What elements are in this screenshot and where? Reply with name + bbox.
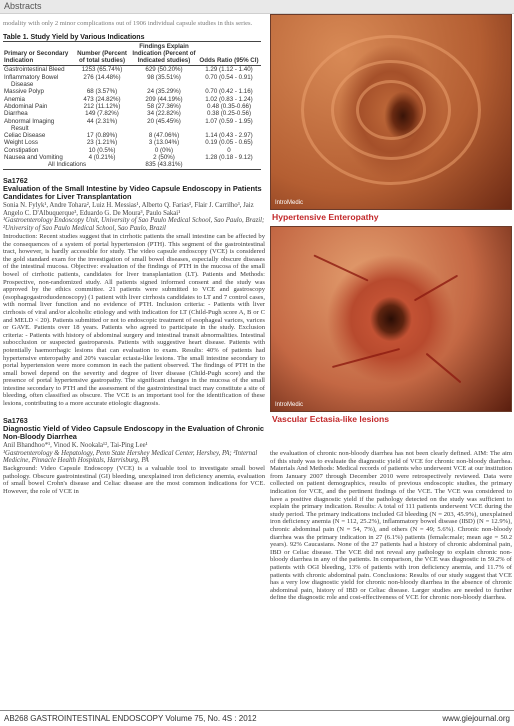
row-findings: 58 (27.36%)	[147, 102, 181, 110]
row-findings: 0 (0%)	[154, 146, 174, 154]
col-header-indication: Primary or Secondary Indication	[3, 41, 73, 66]
row-odds: 1.02 (0.83 - 1.24)	[205, 95, 253, 103]
page-header	[0, 0, 514, 14]
abstract2-id: Sa1763	[3, 415, 28, 425]
table-row	[3, 96, 261, 103]
table-row	[3, 139, 261, 146]
abstract1-id: Sa1762	[3, 175, 28, 185]
abstract2-affiliation: ¹Gastroenterology & Hepatology, Penn State Hershey Medical Center, Hershey, PA; ²Internal Medicine, Pinnacle Health Hospitals, Harrisburg, PA	[3, 449, 258, 465]
row-number	[73, 81, 131, 88]
row-number: 276 (14.48%)	[83, 73, 121, 81]
abstract1-affiliation: ¹Gastroenterology Endoscopy Unit, University of Sao Paulo Medical School, Sao Paulo, Brazil; ²University of Sao Paulo Medical School, Sao Paulo, Brazil	[3, 217, 265, 233]
table-row	[3, 125, 261, 132]
table-row	[3, 103, 261, 110]
table-total-row	[3, 161, 261, 169]
row-label: Disease	[11, 81, 34, 89]
total-empty	[197, 161, 261, 169]
table-body	[3, 66, 261, 169]
row-findings: 20 (45.45%)	[147, 117, 181, 125]
row-number: 212 (11.12%)	[83, 102, 121, 110]
row-label: Inflammatory Bowel	[4, 73, 59, 81]
abstract2-authors: Anil Bhandhoo*¹, Vinod K. Nookala¹², Tai-Ping Lee¹	[3, 441, 148, 449]
section-label: Abstracts	[4, 1, 42, 11]
row-odds: 1.07 (0.59 - 1.95)	[205, 117, 253, 125]
hypertensive-enteropathy-image	[270, 14, 512, 210]
row-findings	[131, 125, 197, 132]
vascular-ectasia-image	[270, 226, 512, 412]
row-label: Celiac Disease	[4, 132, 46, 140]
row-label: Gastrointestinal Bleed	[4, 66, 65, 74]
row-findings: 2 (50%)	[153, 154, 175, 162]
image1-caption: Hypertensive Enteropathy	[272, 212, 379, 222]
abstract2-body-continued: the evaluation of chronic non-bloody diarrhea has not been clearly defined. AIM: The aim of this study was to evaluate the diagnostic yield of VCE for chronic non-bloody diarrhea. Materials And Methods: Medical records of patients who underwent VCE at our institution from January 2007 through December 2010 were retrospectively reviewed. Data were collected on patient demographics, results of previous endoscopic studies, the primary indication for VCE, and the pertinent findings of the VCE. The VCE was considered to have a positive diagnostic yield if the pathology detected on the study was sufficient to explain the primary indication. Results: A total of 111 patients underwent VCE during the study period. The primary indications included GI bleeding (N = 203, 45.9%), unexplained iron deficiency anemia (N = 112, 25.2%), inflammatory bowel disease (IBD) (N = 12.9%), chronic abdominal pain (N = 54, 7%), and others (N = 49; 5.6%). Chronic non-bloody diarrhea was the primary indication in 27 (6.1%) patients (female:male; mean age = 50.2 years). 92% Caucasians. None of the 27 patients had a history of chronic abdominal pain, IBD or Celiac disease. The VCE did not reveal any pathology to explain chronic non-bloody diarrhea in any of the patients. In comparison, the VCE was diagnostic in 59.2% of patients with OGI bleeding, 13% of patients with iron deficiency anemia, and 11.7% of patients with chronic abdominal pain. Conclusions: Results of our study suggest that VCE has a very low diagnostic yield for chronic non-bloody diarrhea in the absence of chronic abdominal pain, history of IBD or Celiac disease. Larger studies are needed to further define the diagnostic role and cost-effectiveness of VCE for chronic non-bloody diarrhea.	[270, 450, 512, 602]
row-odds: 0	[227, 146, 231, 154]
row-findings	[131, 81, 197, 88]
table-row	[3, 118, 261, 125]
table-row	[3, 88, 261, 95]
table-row	[3, 154, 261, 161]
abstract1-title: Evaluation of the Small Intestine by Video Capsule Endoscopy in Patients Candidates for Liver Transplantation	[3, 183, 262, 202]
abstract2-title: Diagnostic Yield of Video Capsule Endoscopy in the Evaluation of Chronic Non-Bloody Diarrhea	[3, 423, 265, 442]
image2-mark: IntroMedic	[275, 402, 304, 408]
table-row	[3, 66, 261, 74]
row-findings: 629 (50.20%)	[145, 66, 183, 74]
row-number: 4 (0.21%)	[88, 154, 116, 162]
row-label: Constipation	[4, 146, 39, 154]
row-odds: 0.38 (0.25-0.56)	[206, 110, 252, 118]
table-row	[3, 147, 261, 154]
row-odds	[197, 81, 261, 88]
row-findings: 98 (35.51%)	[147, 73, 181, 81]
row-label: Weight Loss	[4, 139, 38, 147]
abstract1-authors: Sonia N. Fylyk¹, Andre Tohara², Luiz H. Messias¹, Alberto Q. Farias³, Flair J. Carrilho³, Jaiz Angelo C. D'Albuquerque³, Eduardo G. De Moura³, Paulo Sakai¹	[3, 201, 254, 217]
row-odds: 1.28 (0.18 - 9.12)	[205, 154, 253, 162]
table-row	[3, 74, 261, 81]
row-label: Diarrhea	[4, 110, 28, 118]
right-column-text	[270, 450, 512, 602]
page-footer	[0, 710, 514, 726]
row-odds: 1.14 (0.43 - 2.97)	[205, 132, 253, 140]
abstract1-body: Introduction: Recent studies suggest that in cirrhotic patients the small intestine can be affected by the consequences of a system of portal hypertension (PTH). This segment of the gastrointestinal tract, however, is hardly accessible for study. The video capsule endoscopy (VCE) is considered the gold standard exam for the investigation of small bowel diseases, especially obscure diseases of the intestinal mucosa. Objective: evaluation of the findings of PTH in the mucosa of the small bowel of cirrhotic patients, candidates for liver transplantation (LT). Patients and Methods: Prospective, non-randomized study. All patients signed informed consent and the study was approved by the ethics committee. 21 patients were submitted to VCE and gastroscopy (esophagogastroduodenoscopy) (1 patient with liver cirrhosis candidates to LT and 7 control cases, with normal liver function and no evidence of PTH. Inclusion criteria: - Patients with liver cirrhosis of viral and/or alcoholic etiology and with indication for LT (Child-Pugh score A, B or C and MELD < 20). Patients submitted or not to endoscopic treatment of esophageal varices, varices or GAVE. Patients over 18 years. Patients who agreed to participate in the study. Exclusion criteria: - Patients with history of abdominal surgery and intestinal transit abnormalities. Intestinal subocclusion or suspected gastroparesis. Patients with suggestive heart disease. Patients with potentially haemorrhagic lesions that can evaluation to exam. Results: 40% of patients had hypertensive enteropathy and 20% vascular ectasia-like lesions. The small intestine secondary to portal hypertension were more common in each the patient observed. The findings of PTH in the small bowel depend on the severity and degree of liver disease (Child-Pugh score) and the presence of portal hypertensive gastropathy. The significant changes in the mucosa of the small intestine secondary to PTH and the assessment of the gastrointestinal tract may constitute a site of bleeding, often classified as obscure. The VCE is an important tool for the identification of these lesions, contributing to a more accurate etiologic diagnosis.	[3, 233, 265, 408]
row-number: 1253 (65.74%)	[81, 66, 123, 74]
image2-caption: Vascular Ectasia-like lesions	[272, 414, 390, 424]
row-odds: 0.70 (0.42 - 1.16)	[205, 88, 253, 96]
row-number: 149 (7.82%)	[85, 110, 119, 118]
row-findings: 209 (44.19%)	[145, 95, 183, 103]
row-label: Nausea and Vomiting	[4, 154, 63, 162]
abstract2-body: Background: Video Capsule Endoscopy (VCE) is a valuable tool to investigate small bowel pathology. Obscure gastrointestinal (GI) bleeding, unexplained iron deficiency anemia, evaluation of small bowel Crohn's disease and Celiac disease are the most common indications for VCE. However, the role of VCE in	[3, 465, 265, 496]
row-odds: 1.29 (1.12 - 1.40)	[205, 66, 253, 74]
row-label: Massive Polyp	[4, 88, 44, 96]
col-header-findings: Findings Explain Indication (Percent of Indicated studies)	[132, 42, 196, 65]
row-number: 10 (0.5%)	[88, 146, 116, 154]
table-row	[3, 81, 261, 88]
image1-mark: IntroMedic	[275, 200, 304, 206]
row-number: 23 (1.21%)	[86, 139, 118, 147]
row-label: Abdominal Pain	[4, 102, 48, 110]
row-findings: 3 (13.04%)	[148, 139, 180, 147]
row-odds: 0.70 (0.54 - 0.91)	[205, 73, 253, 81]
intro-text: modality with only 2 minor complications out of 1906 individual capsule studies in this series.	[3, 20, 253, 27]
row-findings: 34 (22.82%)	[147, 110, 181, 118]
total-value: 835 (43.81%)	[131, 161, 197, 169]
total-label: All Indications	[3, 161, 131, 169]
row-findings: 8 (47.06%)	[148, 132, 180, 140]
row-label: Anemia	[4, 95, 25, 103]
row-number: 473 (24.82%)	[83, 95, 121, 103]
col-header-number: Number (Percent of total studies)	[73, 41, 131, 66]
row-number: 17 (0.89%)	[86, 132, 118, 140]
table-title: Table 1. Study Yield by Various Indications	[3, 33, 145, 41]
row-findings: 24 (35.29%)	[147, 88, 181, 96]
left-column	[3, 20, 265, 496]
study-yield-table	[3, 41, 261, 170]
row-number	[73, 125, 131, 132]
row-label: Result	[11, 124, 29, 132]
table-row	[3, 132, 261, 139]
row-number: 44 (2.31%)	[86, 117, 118, 125]
row-odds: 0.19 (0.05 - 0.65)	[205, 139, 253, 147]
row-odds	[197, 125, 261, 132]
footer-url: www.giejournal.org	[442, 714, 510, 723]
row-odds: 0.48 (0.35-0.66)	[206, 102, 252, 110]
footer-journal: AB268 GASTROINTESTINAL ENDOSCOPY Volume 75, No. 4S : 2012	[4, 714, 257, 723]
table-row	[3, 110, 261, 117]
col-header-odds: Odds Ratio (95% CI)	[197, 41, 261, 66]
row-number: 68 (3.57%)	[86, 88, 118, 96]
row-label: Abnormal Imaging	[4, 117, 55, 125]
